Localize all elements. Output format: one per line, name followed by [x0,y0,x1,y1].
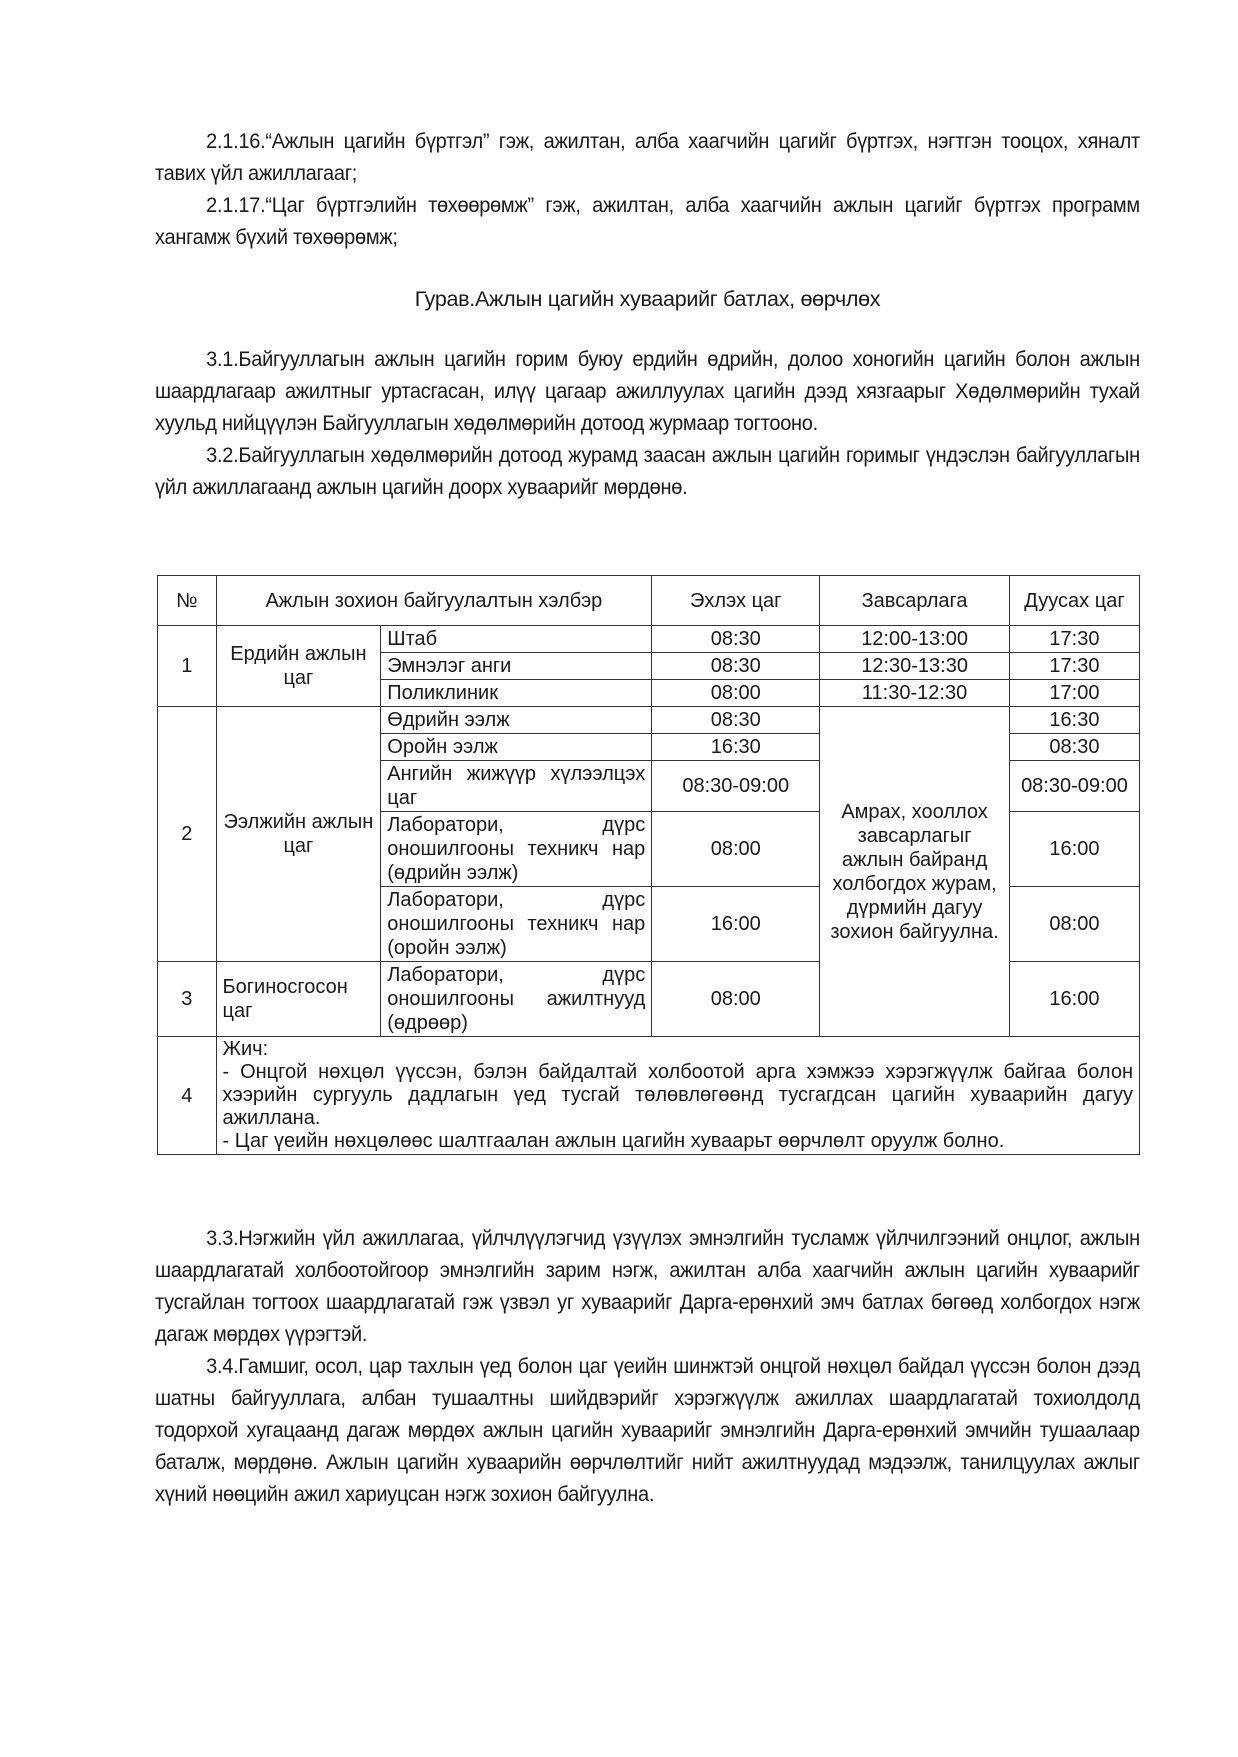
end-cell: 17:00 [1009,680,1139,707]
end-cell: 16:30 [1009,707,1139,734]
note-line-1: - Онцгой нөхцөл үүссэн, бэлэн байдалтай холбоотой арга хэмжээ хэрэгжүүлж байгаа болон хээрийн сургууль дадлагын үед тусгай төлөвлөгөөнд тусгагдсан цагийн хуваарийн дагуу ажиллана. [222,1061,1133,1129]
note-no: 4 [158,1037,217,1155]
group-name: Богиносгосон цаг [216,962,381,1037]
start-cell: 16:00 [652,887,820,962]
header-no: № [158,576,217,626]
note-line-2: - Цаг үеийн нөхцөлөөс шалтгаалан ажлын цагийн хуваарьт өөрчлөлт оруулж болно. [222,1130,1005,1152]
unit-cell: Поликлиник [381,680,652,707]
document-lower [155,1222,1140,1510]
paragraph-3-4: 3.4.Гамшиг, осол, цар тахлын үед болон цаг үеийн шинжтэй онцгой нөхцөл байдал үүссэн болон дээд шатны байгууллага, албан тушаалтны шийдвэрийг хэрэгжүүлж ажиллах шаардлагатай тохиолдолд тодорхой хугацаанд дагаж мөрдөх ажлын цагийн хуваарийг эмнэлгийн Дарга-ерөнхий эмчийн тушаалаар баталж, мөрдөнө. Ажлын цагийн хуваарийн өөрчлөлтийг нийт ажилтнуудад мэдээлж, танилцуулах ажлыг хүний нөөцийн ажил хариуцсан нэгж зохион байгуулна. [155,1354,1140,1506]
table-row [158,626,1140,653]
group-name: Ердийн ажлын цаг [216,626,381,707]
start-cell: 08:00 [652,962,820,1037]
work-schedule-table [157,575,1140,1155]
start-cell: 08:00 [652,812,820,887]
group-no: 3 [158,962,217,1037]
start-cell: 08:00 [652,680,820,707]
unit-cell: Лаборатори, дүрс оношилгооны техникч нар (өдрийн ээлж) [381,812,652,887]
unit-cell: Эмнэлэг анги [381,653,652,680]
header-form: Ажлын зохион байгуулалтын хэлбэр [216,576,652,626]
unit-cell: Лаборатори, дүрс оношилгооны ажилтнууд (өдрөөр) [381,962,652,1037]
header-break: Завсарлага [820,576,1010,626]
note-cell [216,1037,1139,1155]
end-cell: 08:00 [1009,887,1139,962]
paragraph-3-2: 3.2.Байгууллагын хөдөлмөрийн дотоод журамд заасан ажлын цагийн горимыг үндэслэн байгууллагын үйл ажиллагаанд ажлын цагийн доорх хуваарийг мөрдөнө. [155,443,1140,499]
header-end: Дуусах цаг [1009,576,1139,626]
start-cell: 08:30 [652,653,820,680]
end-cell: 16:00 [1009,962,1139,1037]
paragraph-3-1: 3.1.Байгууллагын ажлын цагийн горим буюу ердийн өдрийн, долоо хоногийн цагийн болон ажлын шаардлагаар ажилтныг уртасгасан, илүү цагаар ажиллуулах цагийн дээд хязгаарыг Хөдөлмөрийн тухай хуульд нийцүүлэн Байгууллагын хөдөлмөрийн дотоод журмаар тогтооно. [155,347,1140,435]
section-heading: Гурав.Ажлын цагийн хуваарийг батлах, өөрчлөх [414,287,881,311]
note-title: Жич: [222,1038,269,1060]
start-cell: 08:30-09:00 [652,761,820,812]
shared-break-cell: Амрах, хооллох завсарлагыг ажлын байранд холбогдох журам, дүрмийн дагуу зохион байгуулна. [820,707,1010,1037]
group-no: 2 [158,707,217,962]
break-cell: 11:30-12:30 [820,680,1010,707]
end-cell: 16:00 [1009,812,1139,887]
unit-cell: Лаборатори, дүрс оношилгооны техникч нар (оройн ээлж) [381,887,652,962]
group-name: Ээлжийн ажлын цаг [216,707,381,962]
start-cell: 08:30 [652,707,820,734]
table-header-row [158,576,1140,626]
unit-cell: Оройн ээлж [381,734,652,761]
document-upper [155,125,1140,503]
end-cell: 08:30 [1009,734,1139,761]
end-cell: 17:30 [1009,626,1139,653]
header-start: Эхлэх цаг [652,576,820,626]
unit-cell: Штаб [381,626,652,653]
paragraph-3-3: 3.3.Нэгжийн үйл ажиллагаа, үйлчлүүлэгчид үзүүлэх эмнэлгийн тусламж үйлчилгээний онцлог, ажлын шаардлагатай холбоотойгоор эмнэлгийн зарим нэгж, ажилтан алба хаагчийн ажлын цагийн хуваарийг тусгайлан тогтоох шаардлагатай гэж үзвэл уг хуваарийг Дарга-ерөнхий эмч батлах бөгөөд холбогдох нэгж дагаж мөрдөх үүрэгтэй. [155,1226,1140,1346]
note-row [158,1037,1140,1155]
break-cell: 12:30-13:30 [820,653,1010,680]
group-no: 1 [158,626,217,707]
break-cell: 12:00-13:00 [820,626,1010,653]
table-row [158,707,1140,734]
start-cell: 08:30 [652,626,820,653]
paragraph-2-1-17: 2.1.17.“Цаг бүртгэлийн төхөөрөмж” гэж, ажилтан, алба хаагчийн ажлын цагийг бүртгэх программ хангамж бүхий төхөөрөмж; [155,193,1140,249]
end-cell: 17:30 [1009,653,1139,680]
unit-cell: Ангийн жижүүр хүлээлцэх цаг [381,761,652,812]
unit-cell: Өдрийн ээлж [381,707,652,734]
paragraph-2-1-16: 2.1.16.“Ажлын цагийн бүртгэл” гэж, ажилтан, алба хаагчийн цагийг бүртгэх, нэгтгэн тооцох, хяналт тавих үйл ажиллагааг; [155,129,1140,185]
start-cell: 16:30 [652,734,820,761]
end-cell: 08:30-09:00 [1009,761,1139,812]
